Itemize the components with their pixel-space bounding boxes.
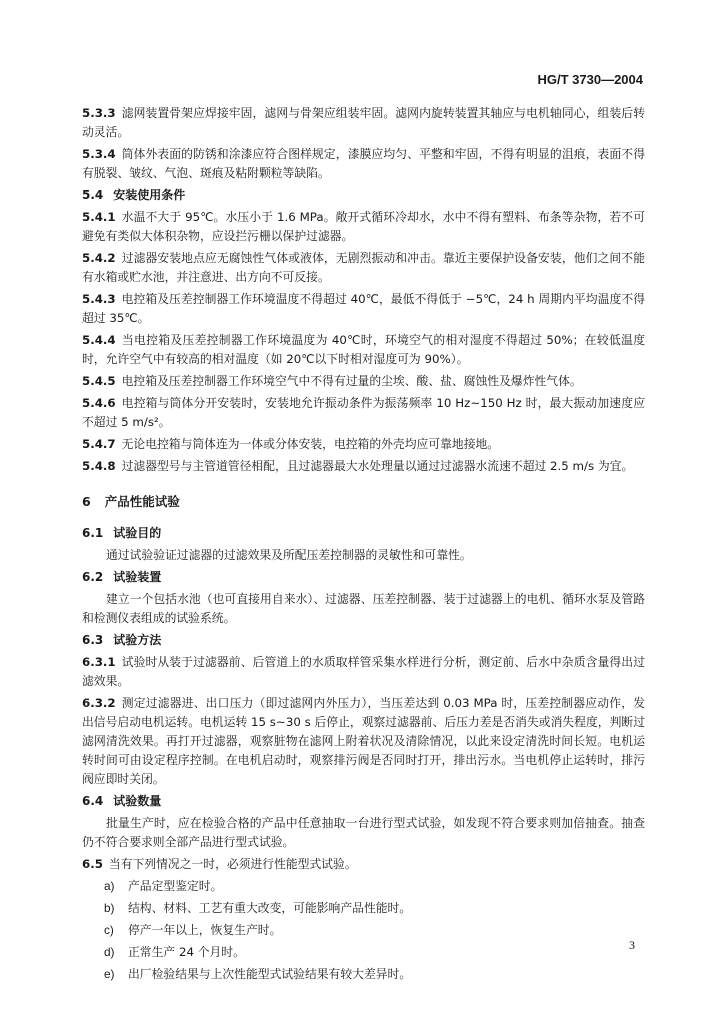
section-5-4-heading xyxy=(82,186,645,205)
clause-number: 5.4.5 xyxy=(82,374,116,388)
list-item xyxy=(104,943,645,962)
clause-number: 5.4.7 xyxy=(82,437,116,451)
clause-text: 过滤器型号与主管道管径相配，且过滤器最大水处理量以通过过滤器水流速不超过 2.5 m/s 为宜。 xyxy=(121,459,634,473)
clause-text: 电控箱及压差控制器工作环境空气中不得有过量的尘埃、酸、盐、腐蚀性及爆炸性气体。 xyxy=(121,374,582,388)
clause-number: 5.4.1 xyxy=(82,210,116,224)
list-text: 出厂检验结果与上次性能型式试验结果有较大差异时。 xyxy=(128,967,412,981)
clause-number: 5.4.8 xyxy=(82,459,116,473)
standard-code: HG/T 3730—2004 xyxy=(537,72,643,87)
section-number: 6.4 xyxy=(82,794,104,808)
clause-5-4-5 xyxy=(82,372,645,391)
list-text: 正常生产 24 个月时。 xyxy=(128,945,245,959)
clause-6-3-2 xyxy=(82,694,645,789)
section-6-1-text: 通过试验验证过滤器的过滤效果及所配压差控制器的灵敏性和可靠性。 xyxy=(106,548,472,562)
section-6-2-text: 建立一个包括水池（也可直接用自来水）、过滤器、压差控制器、装于过滤器上的电机、循环水泵及管路和检测仪表组成的试验系统。 xyxy=(82,592,645,625)
list-item xyxy=(104,899,645,918)
clause-number: 5.4.6 xyxy=(82,396,116,410)
section-6-4-heading xyxy=(82,792,645,811)
section-title: 试验装置 xyxy=(113,570,162,584)
clause-number: 5.4.2 xyxy=(82,251,116,265)
clause-text: 当电控箱及压差控制器工作环境温度为 40℃时，环境空气的相对湿度不得超过 50%；在较低温度时，允许空气中有较高的相对温度（如 20℃以下时相对湿度可为 90%）。 xyxy=(82,333,645,366)
section-title: 产品性能试验 xyxy=(104,494,180,509)
clause-number: 5.3.3 xyxy=(82,106,116,120)
clause-number: 5.3.4 xyxy=(82,147,116,161)
clause-text: 当有下列情况之一时，必须进行性能型式试验。 xyxy=(108,857,357,871)
section-number: 6.3 xyxy=(82,633,104,647)
section-number: 6 xyxy=(82,494,91,509)
section-6-3-heading xyxy=(82,631,645,650)
document-body xyxy=(82,104,645,987)
clause-text: 测定过滤器进、出口压力（即过滤网内外压力），当压差达到 0.03 MPa 时，压差控制器应动作，发出信号启动电机运转。电机运转 15 s~30 s 后停止，观察过滤器前、后压力差是否消失或消失程度，判断过滤网清洗效果。再打开过滤器，观察脏物在滤网上附着状况及清除情况，以此来设定清洗时间长短。电机运转时间可由设定程序控制。在电机启动时，观察排污阀是否同时打开，排出污水。当电机停止运转时，排污阀应即时关闭。 xyxy=(82,696,645,786)
list-label: d) xyxy=(104,945,115,959)
clause-text: 电控箱与筒体分开安装时，安装地允许振动条件为振荡频率 10 Hz~150 Hz 时，最大振动加速度应不超过 5 m/s²。 xyxy=(82,396,645,429)
clause-5-3-3 xyxy=(82,104,645,142)
clause-text: 筒体外表面的防锈和涂漆应符合图样规定，漆膜应均匀、平整和牢固，不得有明显的沮痕，表面不得有脱裂、皱纹、气泡、斑痕及粘附颗粒等缺陷。 xyxy=(82,147,645,180)
section-number: 5.4 xyxy=(82,188,104,202)
clause-6-5 xyxy=(82,855,645,874)
clause-text: 滤网装置骨架应焊接牢固，滤网与骨架应组装牢固。滤网内旋转装置其轴应与电机轴同心，组装后转动灵活。 xyxy=(82,106,645,139)
clause-text: 过滤器安装地点应无腐蚀性气体或液体，无剧烈振动和冲击。靠近主要保护设备安装，他们之间不能有水箱或贮水池，并注意进、出方向不可反接。 xyxy=(82,251,645,284)
list-item xyxy=(104,921,645,940)
clause-text: 电控箱及压差控制器工作环境温度不得超过 40℃，最低不得低于 −5℃，24 h 周期内平均温度不得超过 35℃。 xyxy=(82,292,645,325)
clause-text: 水温不大于 95℃。水压小于 1.6 MPa。敞开式循环冷却水，水中不得有塑料、布条等杂物，若不可避免有类似大体积杂物，应设拦污栅以保护过滤器。 xyxy=(82,210,645,243)
clause-number: 5.4.4 xyxy=(82,333,116,347)
section-6-1-heading xyxy=(82,524,645,543)
clause-5-4-4 xyxy=(82,331,645,369)
section-number: 6.2 xyxy=(82,570,104,584)
clause-5-4-6 xyxy=(82,394,645,432)
section-title: 试验目的 xyxy=(113,526,162,540)
clause-text: 无论电控箱与筒体连为一体或分体安装，电控箱的外壳均应可靠地接地。 xyxy=(121,437,500,451)
list-text: 结构、材料、工艺有重大改变，可能影响产品性能时。 xyxy=(128,901,412,915)
section-6-2-heading xyxy=(82,568,645,587)
list-label: a) xyxy=(104,879,115,893)
list-label: b) xyxy=(104,901,115,915)
section-6-heading xyxy=(82,492,645,510)
section-6-4-text: 批量生产时，应在检验合格的产品中任意抽取一台进行型式试验，如发现不符合要求则加倍抽查。抽查仍不符合要求则全部产品进行型式试验。 xyxy=(82,816,645,849)
clause-number: 6.3.2 xyxy=(82,696,116,710)
clause-5-4-7 xyxy=(82,435,645,454)
clause-number: 6.3.1 xyxy=(82,655,116,669)
list-text: 停产一年以上，恢复生产时。 xyxy=(128,923,282,937)
clause-text: 试验时从装于过滤器前、后管道上的水质取样管采集水样进行分析，测定前、后水中杂质含量得出过滤效果。 xyxy=(82,655,645,688)
section-title: 试验数量 xyxy=(113,794,162,808)
list-text: 产品定型鉴定时。 xyxy=(128,879,223,893)
clause-5-3-4 xyxy=(82,145,645,183)
page-number: 3 xyxy=(629,938,635,952)
clause-5-4-1 xyxy=(82,208,645,246)
list-item xyxy=(104,877,645,896)
clause-number: 6.5 xyxy=(82,857,103,871)
clause-6-3-1 xyxy=(82,653,645,691)
clause-5-4-2 xyxy=(82,249,645,287)
section-title: 试验方法 xyxy=(113,633,162,647)
list-label: c) xyxy=(104,923,114,937)
clause-5-4-8 xyxy=(82,457,645,476)
section-number: 6.1 xyxy=(82,526,104,540)
list-label: e) xyxy=(104,967,115,981)
section-title: 安装使用条件 xyxy=(113,188,186,202)
clause-number: 5.4.3 xyxy=(82,292,116,306)
list-item xyxy=(104,965,645,984)
clause-5-4-3 xyxy=(82,290,645,328)
